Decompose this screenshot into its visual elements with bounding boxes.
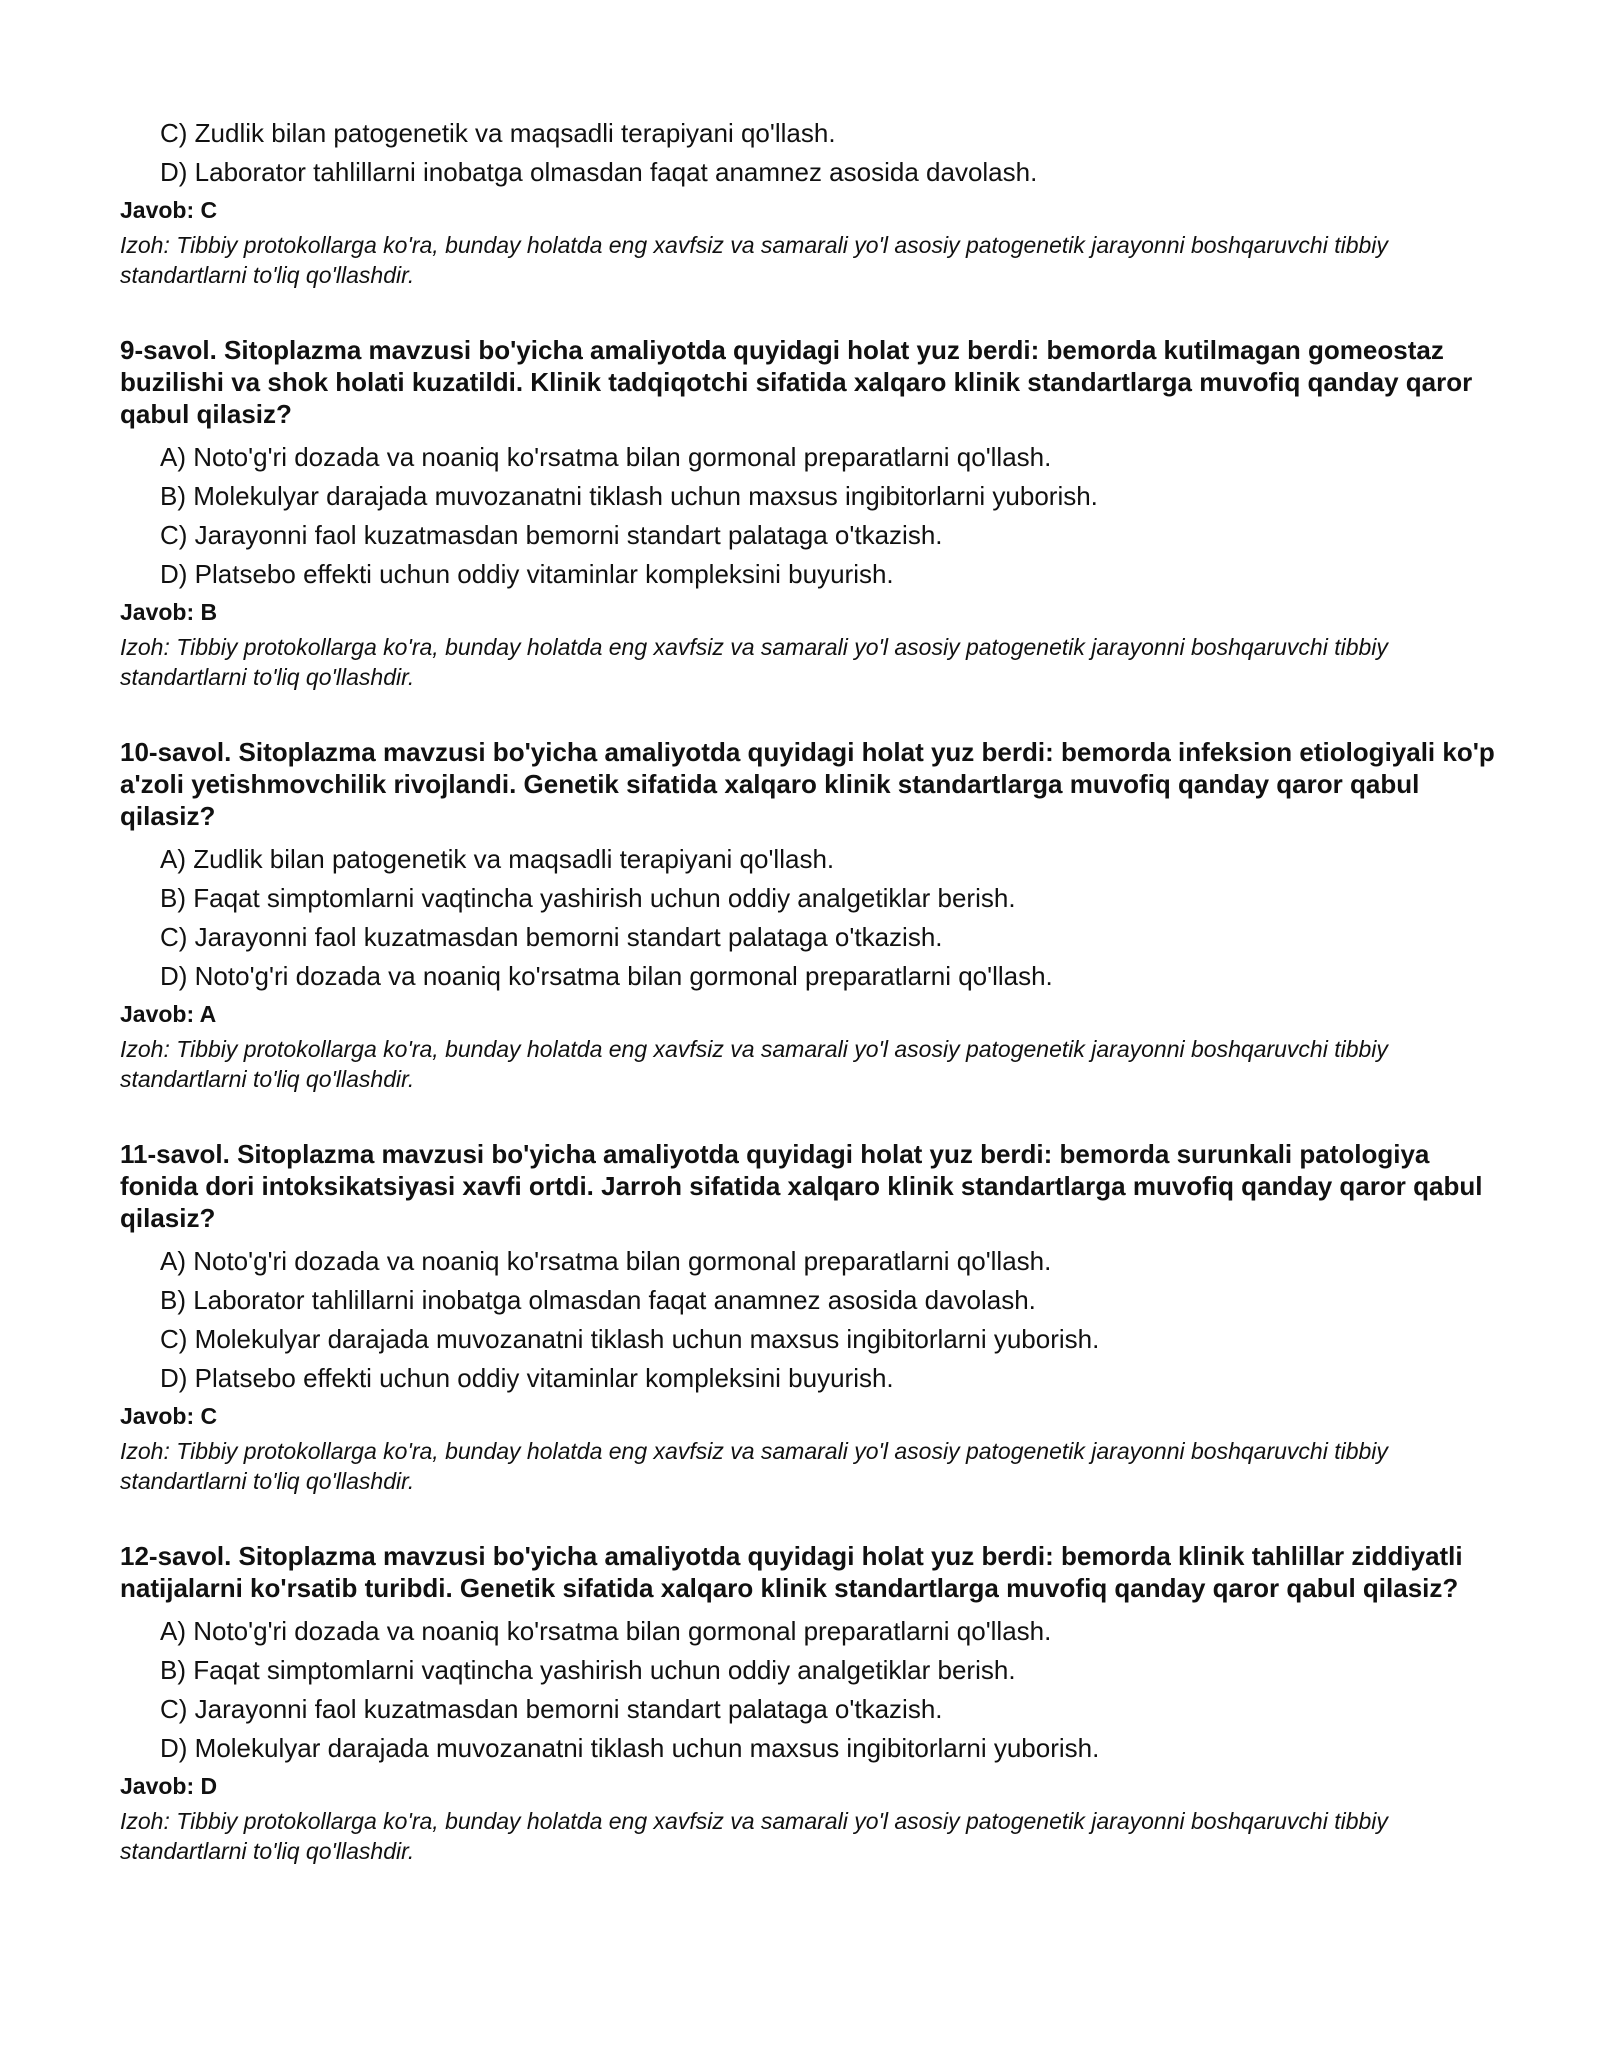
option-a: A) Noto'g'ri dozada va noaniq ko'rsatma bilan gormonal preparatlarni qo'llash. [160, 1246, 1052, 1276]
option-c: C) Jarayonni faol kuzatmasdan bemorni standart palataga o'tkazish. [160, 520, 943, 550]
explanation-note: Izoh: Tibbiy protokollarga ko'ra, bunday holatda eng xavfsiz va samarali yo'l asosiy patogenetik jarayonni boshqaruvchi tibbiy standartlarni to'liq qo'llashdir. [120, 634, 1388, 690]
option-a: A) Zudlik bilan patogenetik va maqsadli terapiyani qo'llash. [160, 844, 835, 874]
question-8-continued [120, 118, 1500, 290]
explanation-note: Izoh: Tibbiy protokollarga ko'ra, bunday holatda eng xavfsiz va samarali yo'l asosiy patogenetik jarayonni boshqaruvchi tibbiy standartlarni to'liq qo'llashdir. [120, 232, 1388, 288]
question-text: 10-savol. Sitoplazma mavzusi bo'yicha amaliyotda quyidagi holat yuz berdi: bemorda infeksion etiologiyali ko'p a'zoli yetishmovchilik rivojlandi. Genetik sifatida xalqaro klinik standartlarga muvofiq qanday qaror qabul qilasiz? [120, 737, 1495, 831]
option-d: D) Noto'g'ri dozada va noaniq ko'rsatma bilan gormonal preparatlarni qo'llash. [160, 961, 1053, 991]
option-b: B) Molekulyar darajada muvozanatni tiklash uchun maxsus ingibitorlarni yuborish. [160, 481, 1098, 511]
explanation-note: Izoh: Tibbiy protokollarga ko'ra, bunday holatda eng xavfsiz va samarali yo'l asosiy patogenetik jarayonni boshqaruvchi tibbiy standartlarni to'liq qo'llashdir. [120, 1808, 1388, 1864]
answer: Javob: B [120, 599, 218, 625]
option-b: B) Faqat simptomlarni vaqtincha yashirish uchun oddiy analgetiklar berish. [160, 1655, 1016, 1685]
answer: Javob: C [120, 197, 218, 223]
question-text: 9-savol. Sitoplazma mavzusi bo'yicha amaliyotda quyidagi holat yuz berdi: bemorda kutilmagan gomeostaz buzilishi va shok holati kuzatildi. Klinik tadqiqotchi sifatida xalqaro klinik standartlarga muvofiq qanday qaror qabul qilasiz? [120, 335, 1473, 429]
option-d: D) Platsebo effekti uchun oddiy vitaminlar kompleksini buyurish. [160, 1363, 894, 1393]
option-b: B) Faqat simptomlarni vaqtincha yashirish uchun oddiy analgetiklar berish. [160, 883, 1016, 913]
option-d: D) Molekulyar darajada muvozanatni tiklash uchun maxsus ingibitorlarni yuborish. [160, 1733, 1100, 1763]
answer: Javob: D [120, 1773, 218, 1799]
option-c: C) Jarayonni faol kuzatmasdan bemorni standart palataga o'tkazish. [160, 922, 943, 952]
option-d: D) Laborator tahlillarni inobatga olmasdan faqat anamnez asosida davolash. [160, 157, 1038, 187]
document-page [120, 118, 1500, 1866]
question-9 [120, 334, 1500, 692]
question-10 [120, 736, 1500, 1094]
question-text: 11-savol. Sitoplazma mavzusi bo'yicha amaliyotda quyidagi holat yuz berdi: bemorda surunkali patologiya fonida dori intoksikatsiyasi xavfi ortdi. Jarroh sifatida xalqaro klinik standartlarga muvofiq qanday qaror qabul qilasiz? [120, 1139, 1483, 1233]
explanation-note: Izoh: Tibbiy protokollarga ko'ra, bunday holatda eng xavfsiz va samarali yo'l asosiy patogenetik jarayonni boshqaruvchi tibbiy standartlarni to'liq qo'llashdir. [120, 1438, 1388, 1494]
option-a: A) Noto'g'ri dozada va noaniq ko'rsatma bilan gormonal preparatlarni qo'llash. [160, 1616, 1052, 1646]
option-a: A) Noto'g'ri dozada va noaniq ko'rsatma bilan gormonal preparatlarni qo'llash. [160, 442, 1052, 472]
explanation-note: Izoh: Tibbiy protokollarga ko'ra, bunday holatda eng xavfsiz va samarali yo'l asosiy patogenetik jarayonni boshqaruvchi tibbiy standartlarni to'liq qo'llashdir. [120, 1036, 1388, 1092]
option-c: C) Jarayonni faol kuzatmasdan bemorni standart palataga o'tkazish. [160, 1694, 943, 1724]
option-c: C) Molekulyar darajada muvozanatni tiklash uchun maxsus ingibitorlarni yuborish. [160, 1324, 1100, 1354]
option-d: D) Platsebo effekti uchun oddiy vitaminlar kompleksini buyurish. [160, 559, 894, 589]
answer: Javob: C [120, 1403, 218, 1429]
option-c: C) Zudlik bilan patogenetik va maqsadli terapiyani qo'llash. [160, 118, 836, 148]
option-b: B) Laborator tahlillarni inobatga olmasdan faqat anamnez asosida davolash. [160, 1285, 1036, 1315]
answer: Javob: A [120, 1001, 217, 1027]
question-12 [120, 1540, 1500, 1866]
question-11 [120, 1138, 1500, 1496]
question-text: 12-savol. Sitoplazma mavzusi bo'yicha amaliyotda quyidagi holat yuz berdi: bemorda klinik tahlillar ziddiyatli natijalarni ko'rsatib turibdi. Genetik sifatida xalqaro klinik standartlarga muvofiq qanday qaror qabul qilasiz? [120, 1541, 1463, 1603]
